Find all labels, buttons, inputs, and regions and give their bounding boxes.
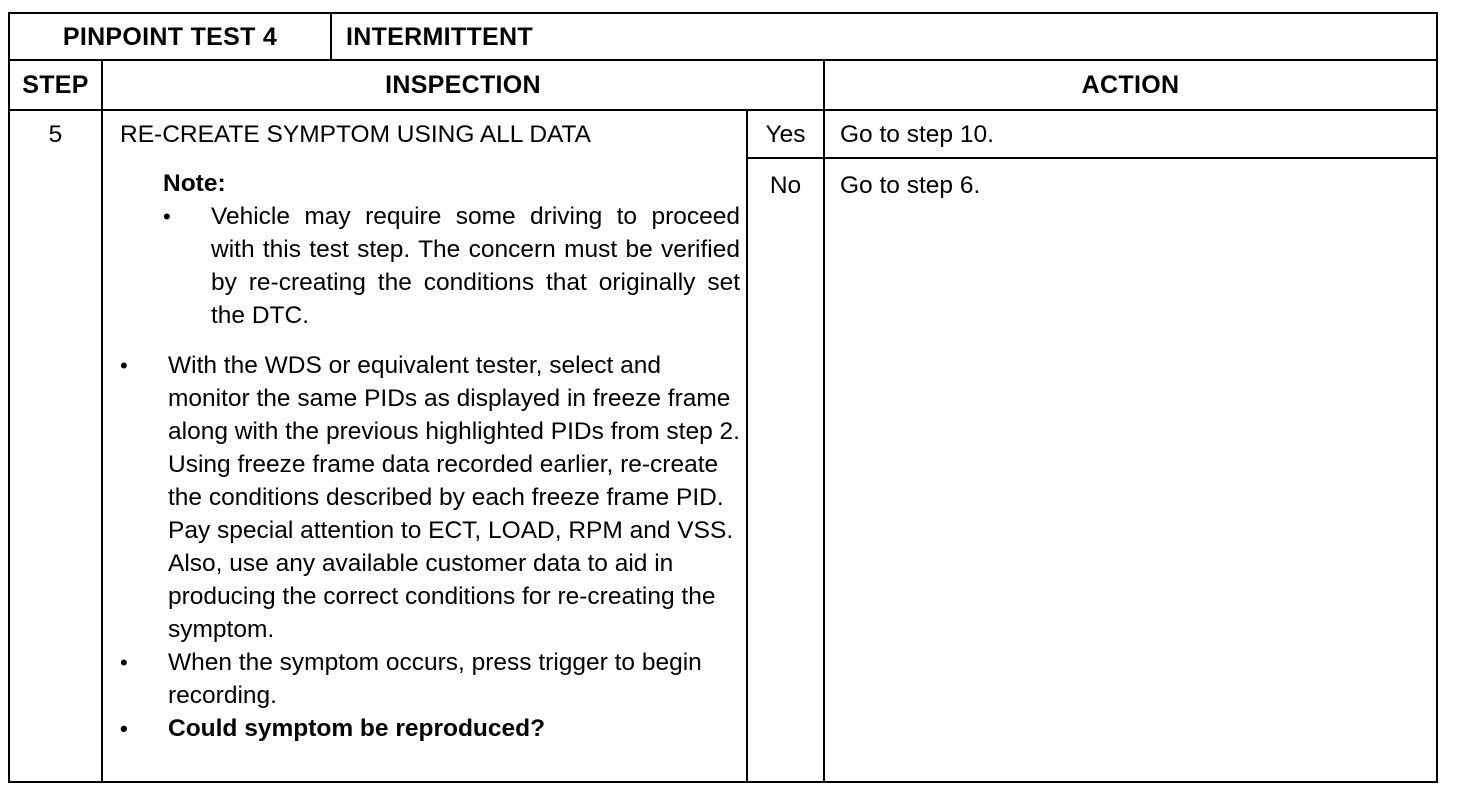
- note-label: Note:: [163, 170, 226, 197]
- answer-yes: Yes: [765, 121, 806, 148]
- step-number: 5: [48, 121, 63, 148]
- action-yes: Go to step 10.: [840, 121, 994, 148]
- answer-no: No: [769, 172, 802, 199]
- note-list: [163, 200, 740, 332]
- divider-action: [823, 59, 825, 781]
- column-step: STEP: [22, 71, 89, 99]
- column-action: ACTION: [1081, 71, 1180, 99]
- divider-answer: [746, 109, 748, 781]
- divider-step: [101, 59, 103, 781]
- inspection-list: [120, 349, 740, 745]
- test-id: PINPOINT TEST 4: [62, 23, 278, 51]
- inspection-content: [120, 118, 740, 745]
- pinpoint-test-table: [8, 12, 1438, 783]
- inspection-item: • With the WDS or equivalent tester, select and monitor the same PIDs as displayed in freeze frame along with the previous highlighted PIDs from step 2. Using freeze frame data recorded earlier, re-create the conditions described by each freeze frame PID. Pay special attention to ECT, LOAD, RPM and VSS. Also, use any available customer data to aid in producing the correct conditions for re-creating the symptom.: [120, 349, 740, 646]
- action-no: Go to step 6.: [840, 172, 981, 199]
- inspection-item: • When the symptom occurs, press trigger to begin recording.: [120, 646, 740, 712]
- note-block: [120, 167, 740, 332]
- divider-title: [330, 14, 332, 59]
- divider-columns: [10, 109, 1436, 111]
- inspection-title: RE-CREATE SYMPTOM USING ALL DATA: [120, 121, 592, 148]
- divider-answers: [746, 157, 1436, 159]
- test-name: INTERMITTENT: [346, 23, 533, 51]
- note-item: • Vehicle may require some driving to proceed with this test step. The concern must be verified by re-creating the conditions that originally set the DTC.: [163, 200, 740, 332]
- column-inspection: INSPECTION: [385, 71, 541, 99]
- inspection-question: • Could symptom be reproduced?: [120, 712, 740, 745]
